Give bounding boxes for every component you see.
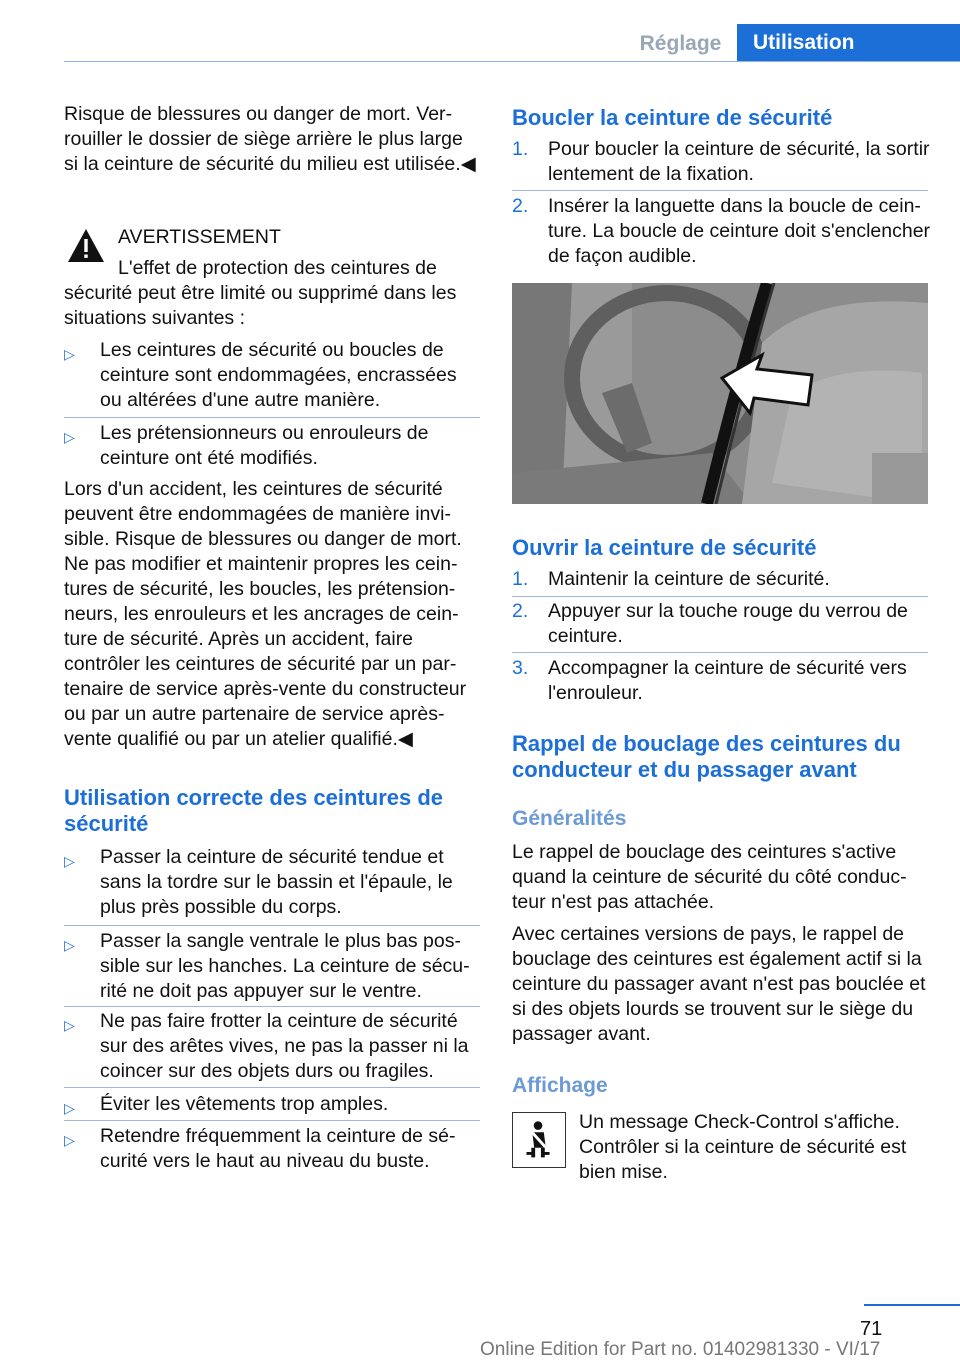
page-number: 71 [860, 1318, 883, 1340]
display-heading: Affichage [512, 1074, 608, 1097]
accident-paragraph: Lors d'un accident, les ceintures de sécurité peuvent être endommagées de manière invisible. Risque de blessures ou danger de mort. Ne pas modifier et maintenir propres les ceintures de sécurité, les boucles, les prétensionneurs, les enrouleurs et les ancrages de ceinture de sécurité. Après un accident, faire contrôler les ceintures de sécurité par un partenaire de service après-vente du constructeur ou par un autre partenaire de service après-vente qualifié ou par un atelier qualifié.◀ [64, 478, 467, 750]
step-number: 2. [512, 600, 529, 622]
general-heading: Généralités [512, 807, 627, 830]
divider [64, 417, 480, 418]
divider [64, 1006, 480, 1007]
seatbelt-warning-icon [512, 1112, 566, 1168]
step-text: Accompagner la ceinture de sécurité vers l'enrouleur. [548, 657, 907, 704]
list-item-text: Les ceintures de sécurité ou boucles de ceinture sont endommagées, encrassées ou altérées d'une autre manière. [100, 339, 457, 411]
step-text: Insérer la languette dans la boucle de ceinture. La boucle de ceinture doit s'enclencher de façon audible. [548, 195, 931, 267]
triangle-bullet-icon: ▷ [64, 1100, 75, 1116]
step-text: Appuyer sur la touche rouge du verrou de ceinture. [548, 600, 908, 647]
list-item-text: Passer la sangle ventrale le plus bas possible sur les hanches. La ceinture de sécurité ne doit pas appuyer sur le ventre. [100, 930, 470, 1002]
seatbelt-photo [512, 283, 928, 504]
tab-reglage[interactable]: Réglage [639, 32, 722, 55]
triangle-bullet-icon: ▷ [64, 853, 75, 869]
step-number: 2. [512, 195, 529, 217]
step-number: 1. [512, 138, 529, 160]
footer-rule [864, 1304, 960, 1306]
triangle-bullet-icon: ▷ [64, 1132, 75, 1148]
step-number: 1. [512, 568, 529, 590]
usage-heading: Utilisation correcte des ceintures de sécurité [64, 785, 444, 836]
reminder-heading: Rappel de bouclage des ceintures du conducteur et du passager avant [512, 731, 901, 782]
display-paragraph: Un message Check-Control s'affiche. Contrôler si la ceinture de sécurité est bien mise. [579, 1111, 907, 1183]
list-item-text: Passer la ceinture de sécurité tendue et sans la tordre sur le bassin et l'épaule, le plus près possible du corps. [100, 846, 453, 918]
triangle-bullet-icon: ▷ [64, 429, 75, 445]
triangle-bullet-icon: ▷ [64, 346, 75, 362]
warning-title: AVERTISSEMENT [118, 226, 281, 248]
buckle-heading: Boucler la ceinture de sécurité [512, 105, 833, 130]
header-rule [64, 61, 960, 62]
divider [64, 1120, 480, 1121]
list-item-text: Éviter les vêtements trop amples. [100, 1093, 389, 1115]
general-paragraph-2: Avec certaines versions de pays, le rappel de bouclage des ceintures est également actif si la ceinture du passager avant n'est pas bouclée et si des objets lourds se trouvent sur le siège du passager avant. [512, 923, 926, 1045]
step-text: Pour boucler la ceinture de sécurité, la sortir lentement de la fixation. [548, 138, 930, 185]
tab-utilisation[interactable]: Utilisation [737, 24, 960, 62]
step-number: 3. [512, 657, 529, 679]
intro-paragraph: Risque de blessures ou danger de mort. Verrouiller le dossier de siège arrière le plus large si la ceinture de sécurité du milieu est utilisée.◀ [64, 103, 476, 175]
divider [512, 652, 928, 653]
divider [512, 596, 928, 597]
warning-paragraph: L'effet de protection des ceintures de sécurité peut être limité ou supprimé dans les situations suivantes : [64, 257, 457, 329]
footer-edition: Online Edition for Part no. 01402981330 - VI/17 [480, 1339, 881, 1360]
list-item-text: Retendre fréquemment la ceinture de sécurité vers le haut au niveau du buste. [100, 1125, 456, 1172]
triangle-bullet-icon: ▷ [64, 937, 75, 953]
open-heading: Ouvrir la ceinture de sécurité [512, 535, 817, 560]
general-paragraph-1: Le rappel de bouclage des ceintures s'active quand la ceinture de sécurité du côté conducteur n'est pas attachée. [512, 841, 907, 913]
triangle-bullet-icon: ▷ [64, 1017, 75, 1033]
divider [512, 190, 928, 191]
list-item-text: Ne pas faire frotter la ceinture de sécurité sur des arêtes vives, ne pas la passer ni la coincer sur des objets durs ou fragiles. [100, 1010, 469, 1082]
list-item-text: Les prétensionneurs ou enrouleurs de ceinture ont été modifiés. [100, 422, 429, 469]
step-text: Maintenir la ceinture de sécurité. [548, 568, 830, 590]
divider [64, 925, 480, 926]
divider [64, 1087, 480, 1088]
